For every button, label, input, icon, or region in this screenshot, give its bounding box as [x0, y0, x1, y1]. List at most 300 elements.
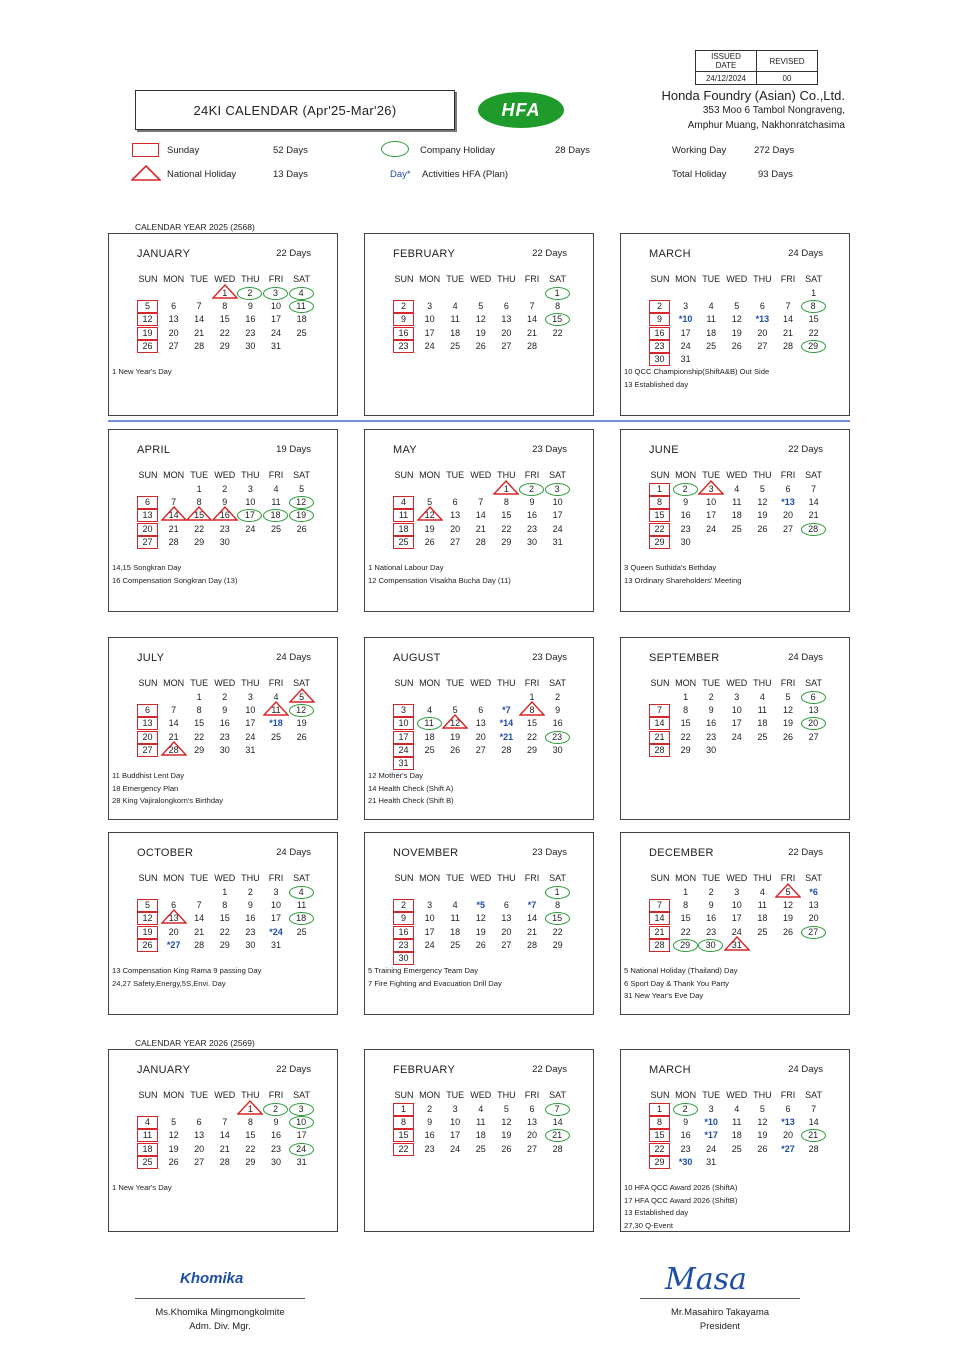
day-cell: 19: [289, 509, 314, 522]
month-working-days: 19 Days: [276, 444, 311, 455]
day-cell: 20: [501, 926, 512, 937]
day-cell: 8: [801, 300, 826, 313]
day-cell: 9: [708, 900, 714, 911]
day-cell: 28: [782, 340, 793, 351]
day-cell: 14: [808, 1117, 819, 1128]
day-cell: 4: [273, 692, 279, 702]
day-cell: 25: [296, 327, 307, 338]
weekday-header: SUN: [394, 678, 414, 688]
day-cell: 19: [475, 327, 486, 338]
day-cell: 23: [545, 731, 570, 744]
day-cell: 17: [245, 718, 256, 729]
day-cell: 28: [168, 744, 179, 755]
day-cell: 2: [673, 1103, 698, 1116]
month-name: FEBRUARY: [393, 1064, 456, 1076]
day-cell: 22: [552, 926, 563, 937]
day-cell: 15: [680, 913, 691, 924]
day-cell: 26: [782, 926, 793, 937]
day-cell: 20: [450, 523, 461, 534]
month-panel-march: [620, 1049, 850, 1232]
legend-company: Company Holiday: [420, 145, 495, 156]
month-name: JULY: [137, 652, 165, 664]
weekday-header: MON: [419, 470, 441, 480]
month-notes: [112, 965, 261, 990]
weekday-header: THU: [753, 470, 772, 480]
day-cell: 26: [782, 731, 793, 742]
weekday-header: THU: [241, 1090, 260, 1100]
day-cell: 11: [706, 314, 716, 325]
company-holiday-legend-icon: [381, 141, 409, 157]
weekday-header: THU: [497, 470, 516, 480]
day-cell: 12: [757, 497, 768, 508]
day-cell: 4: [289, 287, 314, 300]
day-cell: 25: [296, 926, 307, 937]
weekday-header: FRI: [524, 274, 540, 284]
day-cell: *27: [781, 1143, 795, 1154]
day-cell: 15: [245, 1130, 256, 1141]
weekday-header: SAT: [293, 678, 311, 688]
day-cell: 27: [801, 926, 826, 939]
month-name: OCTOBER: [137, 847, 194, 859]
month-panel-november: [364, 832, 594, 1015]
day-cell: 17: [270, 314, 281, 325]
note-line: 5 National Holiday (Thailand) Day: [624, 966, 738, 975]
day-cell: 13: [168, 913, 179, 924]
day-cell: 25: [424, 744, 435, 755]
day-cell: 23: [245, 926, 256, 937]
month-working-days: 24 Days: [276, 847, 311, 858]
day-cell: 23: [680, 523, 691, 534]
day-cell: 25: [270, 731, 281, 742]
day-cell: 4: [393, 496, 414, 509]
day-cell: 3: [545, 483, 570, 496]
company-address-line2: Amphur Muang, Nakhonratchasima: [687, 120, 845, 131]
day-cell: 31: [393, 757, 414, 770]
day-cell: 22: [680, 731, 691, 742]
day-cell: 16: [680, 1130, 691, 1141]
day-cell: 22: [194, 523, 205, 534]
day-cell: 25: [475, 1143, 486, 1154]
day-cell: 20: [475, 731, 486, 742]
day-cell: 1: [503, 484, 509, 494]
day-cell: 10: [552, 497, 563, 508]
day-cell: 5: [478, 301, 484, 312]
month-working-days: 24 Days: [788, 248, 823, 259]
day-cell: 11: [757, 900, 768, 911]
day-cell: 12: [168, 1130, 179, 1141]
revised-label: REVISED: [757, 51, 818, 72]
weekday-header: FRI: [268, 274, 284, 284]
day-cell: 3: [273, 887, 279, 897]
national-holiday-marker: [775, 883, 801, 898]
day-cell: 11: [271, 705, 281, 716]
day-cell: 10: [270, 301, 281, 312]
national-holiday-marker: [161, 741, 187, 756]
day-cell: 2: [519, 483, 544, 496]
day-cell: 19: [137, 926, 158, 939]
day-cell: 6: [137, 704, 158, 717]
national-holiday-marker: [212, 506, 238, 521]
day-cell: 5: [427, 497, 433, 508]
national-holiday-marker: [698, 480, 724, 495]
day-cell: 7: [171, 497, 177, 508]
day-cell: 5: [137, 899, 158, 912]
day-cell: 1: [683, 692, 689, 702]
day-cell: 8: [196, 705, 202, 716]
day-cell: 9: [427, 1117, 433, 1128]
day-cell: 31: [296, 1156, 307, 1167]
day-cell: 11: [476, 1117, 486, 1128]
day-cell: 12: [782, 705, 793, 716]
day-cell: 18: [137, 1143, 158, 1156]
day-cell: *18: [269, 718, 283, 729]
day-cell: 8: [196, 497, 202, 508]
month-panel-april: [108, 429, 338, 612]
day-cell: 28: [219, 1156, 230, 1167]
day-cell: 2: [263, 1103, 288, 1116]
signature-left-scribble: Khomika: [180, 1270, 244, 1287]
day-cell: 12: [757, 1117, 768, 1128]
day-cell: 19: [475, 926, 486, 937]
day-cell: 21: [219, 1143, 230, 1154]
day-cell: 4: [427, 705, 433, 716]
month-notes: [112, 1182, 172, 1195]
day-cell: 8: [393, 1116, 414, 1129]
weekday-header: WED: [726, 470, 748, 480]
day-cell: 23: [393, 939, 414, 952]
day-cell: 19: [424, 523, 435, 534]
day-cell: 31: [731, 939, 742, 950]
legend-total: Total Holiday: [672, 169, 727, 180]
day-cell: 15: [194, 510, 205, 521]
weekday-header: FRI: [524, 1090, 540, 1100]
weekday-header: MON: [675, 678, 697, 688]
day-cell: 1: [247, 1104, 253, 1114]
note-line: 1 New Year's Day: [112, 367, 172, 376]
note-line: 10 HFA QCC Award 2026 (ShiftA): [624, 1183, 738, 1192]
month-working-days: 22 Days: [276, 248, 311, 259]
day-cell: 15: [680, 718, 691, 729]
weekday-header: FRI: [524, 873, 540, 883]
day-cell: 9: [247, 301, 253, 312]
weekday-header: MON: [675, 873, 697, 883]
day-cell: 6: [137, 496, 158, 509]
weekday-header: THU: [241, 678, 260, 688]
weekday-header: MON: [419, 1090, 441, 1100]
weekday-header: SUN: [650, 274, 670, 284]
weekday-header: MON: [163, 470, 185, 480]
day-cell: 26: [757, 523, 768, 534]
day-cell: 12: [424, 510, 435, 521]
day-cell: 3: [263, 287, 288, 300]
national-holiday-marker: [161, 506, 187, 521]
weekday-header: TUE: [702, 1090, 721, 1100]
day-cell: 11: [732, 1117, 742, 1128]
legend-company-days: 28 Days: [555, 145, 590, 156]
day-cell: 12: [501, 1117, 512, 1128]
day-cell: 5: [137, 300, 158, 313]
day-cell: 13: [168, 314, 179, 325]
month-name: DECEMBER: [649, 847, 714, 859]
day-cell: 8: [683, 705, 689, 716]
day-cell: 14: [168, 718, 179, 729]
day-cell: 1: [196, 692, 202, 702]
month-panel-may: [364, 429, 594, 612]
weekday-header: THU: [497, 873, 516, 883]
day-cell: 11: [137, 1129, 158, 1142]
weekday-header: SAT: [549, 1090, 567, 1100]
day-cell: 8: [555, 301, 561, 312]
day-cell: 20: [526, 1130, 537, 1141]
month-working-days: 22 Days: [276, 1064, 311, 1075]
day-cell: 14: [526, 314, 537, 325]
day-cell: 17: [552, 510, 563, 521]
month-working-days: 24 Days: [788, 652, 823, 663]
day-cell: 11: [271, 497, 281, 508]
weekday-header: SUN: [650, 1090, 670, 1100]
day-cell: 9: [649, 313, 670, 326]
month-working-days: 24 Days: [276, 652, 311, 663]
day-cell: 15: [808, 314, 819, 325]
day-cell: 4: [708, 301, 714, 312]
weekday-header: FRI: [780, 873, 796, 883]
day-cell: 2: [393, 899, 414, 912]
day-cell: 1: [529, 692, 535, 702]
day-cell: 10: [289, 1116, 314, 1129]
weekday-header: THU: [497, 678, 516, 688]
day-cell: 31: [706, 1156, 717, 1167]
day-cell: 21: [475, 523, 486, 534]
day-cell: 20: [808, 913, 819, 924]
national-holiday-marker: [263, 701, 289, 716]
day-cell: 5: [299, 692, 305, 702]
day-cell: 9: [708, 705, 714, 716]
signature-left-line: [135, 1298, 305, 1299]
day-cell: 4: [137, 1116, 158, 1129]
day-cell: 19: [757, 1130, 768, 1141]
day-cell: 3: [683, 301, 689, 312]
weekday-header: MON: [163, 678, 185, 688]
year-label-2025: CALENDAR YEAR 2025 (2568): [135, 222, 255, 232]
day-cell: 10: [450, 1117, 461, 1128]
day-cell: 26: [731, 340, 742, 351]
month-panel-june: [620, 429, 850, 612]
month-working-days: 23 Days: [532, 847, 567, 858]
weekday-header: THU: [241, 873, 260, 883]
company-name: Honda Foundry (Asian) Co.,Ltd.: [661, 88, 845, 103]
signature-right-line: [640, 1298, 800, 1299]
month-working-days: 24 Days: [788, 1064, 823, 1075]
national-holiday-marker: [442, 714, 468, 729]
weekday-header: SAT: [549, 470, 567, 480]
day-cell: 5: [299, 484, 305, 494]
day-cell: 15: [501, 510, 512, 521]
day-cell: 17: [296, 1130, 307, 1141]
weekday-header: TUE: [190, 873, 209, 883]
day-cell: 25: [731, 523, 742, 534]
weekday-header: FRI: [780, 1090, 796, 1100]
weekday-header: MON: [419, 678, 441, 688]
day-cell: 29: [245, 1156, 256, 1167]
revised-value: 00: [757, 72, 818, 85]
day-cell: 12: [475, 913, 486, 924]
day-cell: 5: [171, 1117, 177, 1128]
day-cell: 20: [757, 327, 768, 338]
day-cell: 13: [137, 509, 158, 522]
day-cell: 22: [680, 926, 691, 937]
day-cell: 28: [801, 523, 826, 536]
day-cell: 17: [424, 327, 435, 338]
national-holiday-legend-icon: [131, 165, 161, 181]
month-name: NOVEMBER: [393, 847, 459, 859]
day-cell: 4: [289, 886, 314, 899]
weekday-header: FRI: [524, 470, 540, 480]
day-cell: 30: [245, 939, 256, 950]
day-cell: 28: [526, 939, 537, 950]
weekday-header: THU: [753, 1090, 772, 1100]
national-holiday-marker: [237, 1100, 263, 1115]
weekday-header: WED: [214, 470, 236, 480]
day-cell: 17: [393, 731, 414, 744]
day-cell: 16: [706, 718, 717, 729]
day-cell: 19: [757, 510, 768, 521]
day-cell: 9: [683, 497, 689, 508]
month-panel-december: [620, 832, 850, 1015]
weekday-header: FRI: [268, 873, 284, 883]
legend-activity-marker: Day*: [390, 169, 411, 180]
day-cell: 22: [501, 523, 512, 534]
day-cell: 13: [137, 717, 158, 730]
day-cell: 7: [649, 704, 670, 717]
day-cell: 27: [501, 939, 512, 950]
day-cell: 28: [808, 1143, 819, 1154]
day-cell: 11: [289, 300, 314, 313]
day-cell: 18: [757, 718, 768, 729]
day-cell: 20: [801, 717, 826, 730]
month-name: AUGUST: [393, 652, 441, 664]
day-cell: 3: [247, 692, 253, 702]
day-cell: 17: [424, 926, 435, 937]
day-cell: 28: [552, 1143, 563, 1154]
weekday-header: SAT: [549, 274, 567, 284]
weekday-header: TUE: [446, 873, 465, 883]
day-cell: 24: [270, 327, 281, 338]
day-cell: 19: [782, 718, 793, 729]
month-name: FEBRUARY: [393, 248, 456, 260]
company-info: [600, 88, 845, 133]
day-cell: 5: [452, 705, 458, 716]
note-line: 11 Buddhist Lent Day: [112, 771, 185, 780]
day-cell: *13: [755, 314, 770, 325]
note-line: 18 Emergency Plan: [112, 783, 179, 793]
day-cell: 28: [649, 744, 670, 757]
day-cell: 17: [450, 1130, 461, 1141]
day-cell: 28: [526, 340, 537, 351]
day-cell: 8: [222, 301, 228, 312]
day-cell: 21: [545, 1129, 570, 1142]
weekday-header: WED: [214, 274, 236, 284]
day-cell: 4: [759, 692, 765, 702]
day-cell: 23: [424, 1143, 435, 1154]
day-cell: 30: [698, 939, 723, 952]
day-cell: 9: [529, 497, 535, 508]
day-cell: 13: [501, 314, 512, 325]
day-cell: 23: [219, 523, 230, 534]
day-cell: 26: [450, 744, 461, 755]
day-cell: 18: [706, 327, 717, 338]
day-cell: 21: [649, 926, 670, 939]
month-notes: [112, 366, 172, 379]
month-working-days: 22 Days: [532, 1064, 567, 1075]
day-cell: 19: [450, 731, 461, 742]
day-cell: 6: [801, 691, 826, 704]
day-cell: 31: [680, 354, 691, 364]
month-working-days: 23 Days: [532, 652, 567, 663]
day-cell: 26: [296, 523, 307, 534]
day-cell: *5: [476, 900, 486, 911]
day-cell: 1: [545, 886, 570, 899]
day-cell: *10: [704, 1117, 718, 1128]
month-panel-february: [364, 233, 594, 416]
weekday-header: WED: [470, 873, 492, 883]
day-cell: 13: [501, 913, 512, 924]
year-label-2026: CALENDAR YEAR 2026 (2569): [135, 1038, 255, 1048]
day-cell: 20: [782, 510, 793, 521]
day-cell: 10: [393, 717, 414, 730]
day-cell: 24: [424, 340, 435, 351]
day-cell: 17: [731, 913, 742, 924]
legend-activity: Activities HFA (Plan): [422, 169, 509, 180]
day-cell: 26: [296, 731, 307, 742]
day-cell: 18: [263, 509, 288, 522]
day-cell: 14: [194, 913, 205, 924]
day-cell: *30: [678, 1156, 693, 1167]
day-cell: 10: [245, 705, 256, 716]
day-cell: 20: [137, 523, 158, 536]
day-cell: 18: [450, 327, 461, 338]
day-cell: 7: [171, 705, 177, 716]
day-cell: 4: [734, 1104, 740, 1114]
note-line: 7 Fire Fighting and Evacuation Drill Day: [368, 978, 502, 988]
weekday-header: SAT: [293, 873, 311, 883]
day-cell: 29: [552, 939, 563, 950]
day-cell: 18: [731, 510, 742, 521]
day-cell: 16: [393, 327, 414, 340]
calendar-title: 24KI CALENDAR (Apr'25-Mar'26): [135, 90, 455, 130]
day-cell: 7: [196, 900, 202, 911]
day-cell: 30: [219, 744, 230, 755]
day-cell: 24: [245, 731, 256, 742]
month-working-days: 22 Days: [788, 847, 823, 858]
weekday-header: WED: [470, 678, 492, 688]
month-panel-january: [108, 1049, 338, 1232]
month-name: JANUARY: [137, 248, 191, 260]
day-cell: 1: [683, 887, 689, 897]
month-notes: [624, 366, 769, 391]
weekday-header: FRI: [268, 1090, 284, 1100]
day-cell: 29: [801, 340, 826, 353]
issued-date-label: ISSUED DATE: [696, 51, 757, 72]
day-cell: 16: [219, 510, 230, 521]
national-holiday-marker: [493, 480, 519, 495]
day-cell: 16: [680, 510, 691, 521]
month-panel-august: [364, 637, 594, 820]
day-cell: 22: [219, 926, 230, 937]
day-cell: 20: [168, 926, 179, 937]
day-cell: 15: [219, 913, 230, 924]
day-cell: 24: [393, 744, 414, 757]
sunday-legend-icon: [132, 143, 159, 157]
